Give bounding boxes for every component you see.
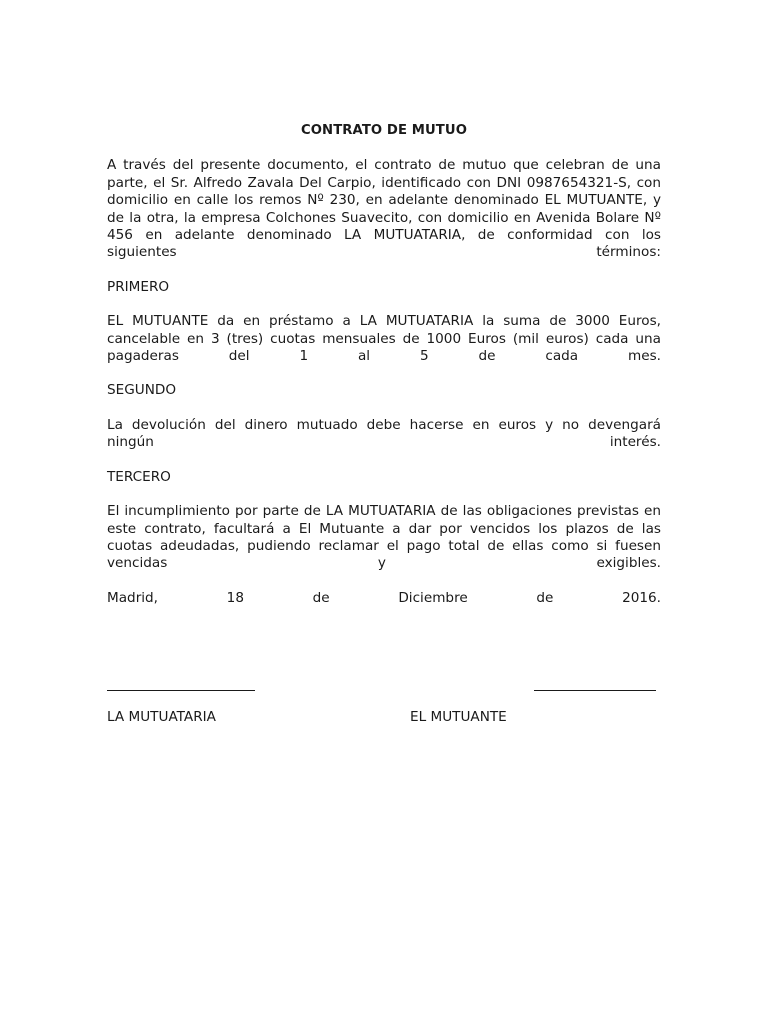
signature-label-mutuante: EL MUTUANTE: [410, 709, 507, 725]
intro-paragraph: A través del presente documento, el contrato de mutuo que celebran de una parte, el Sr. Alfredo Zavala Del Carpio, identificado con DNI 0987654321-S, con domicilio en calle los remos Nº 230, en adelante denominado EL MUTUANTE, y de la otra, la empresa Colchones Suavecito, con domicilio en Avenida Bolare Nº 456 en adelante denominado LA MUTUATARIA, de conformidad con los siguientes términos:: [107, 157, 661, 261]
contract-document: [107, 122, 661, 607]
signature-line-mutuante: [534, 676, 656, 691]
section-text-segundo: La devolución del dinero mutuado debe hacerse en euros y no devengará ningún interés.: [107, 416, 661, 451]
section-text-tercero: El incumplimiento por parte de LA MUTUATARIA de las obligaciones previstas en este contrato, facultará a El Mutuante a dar por vencidos los plazos de las cuotas adeudadas, pudiendo reclamar el pago total de ellas como si fuesen vencidas y exigibles.: [107, 503, 661, 572]
section-heading-primero: PRIMERO: [107, 278, 170, 295]
signature-line-mutuataria: [107, 676, 255, 691]
section-heading-segundo: SEGUNDO: [107, 382, 177, 399]
section-heading-tercero: TERCERO: [107, 468, 171, 485]
date-line: Madrid, 18 de Diciembre de 2016.: [107, 589, 661, 606]
signature-label-mutuataria: LA MUTUATARIA: [107, 709, 216, 725]
section-text-primero: EL MUTUANTE da en préstamo a LA MUTUATARIA la suma de 3000 Euros, cancelable en 3 (tres) cuotas mensuales de 1000 Euros (mil euros) cada una pagaderas del 1 al 5 de cada mes.: [107, 313, 661, 365]
document-title: CONTRATO DE MUTUO: [300, 123, 468, 138]
signature-block: [107, 676, 661, 736]
